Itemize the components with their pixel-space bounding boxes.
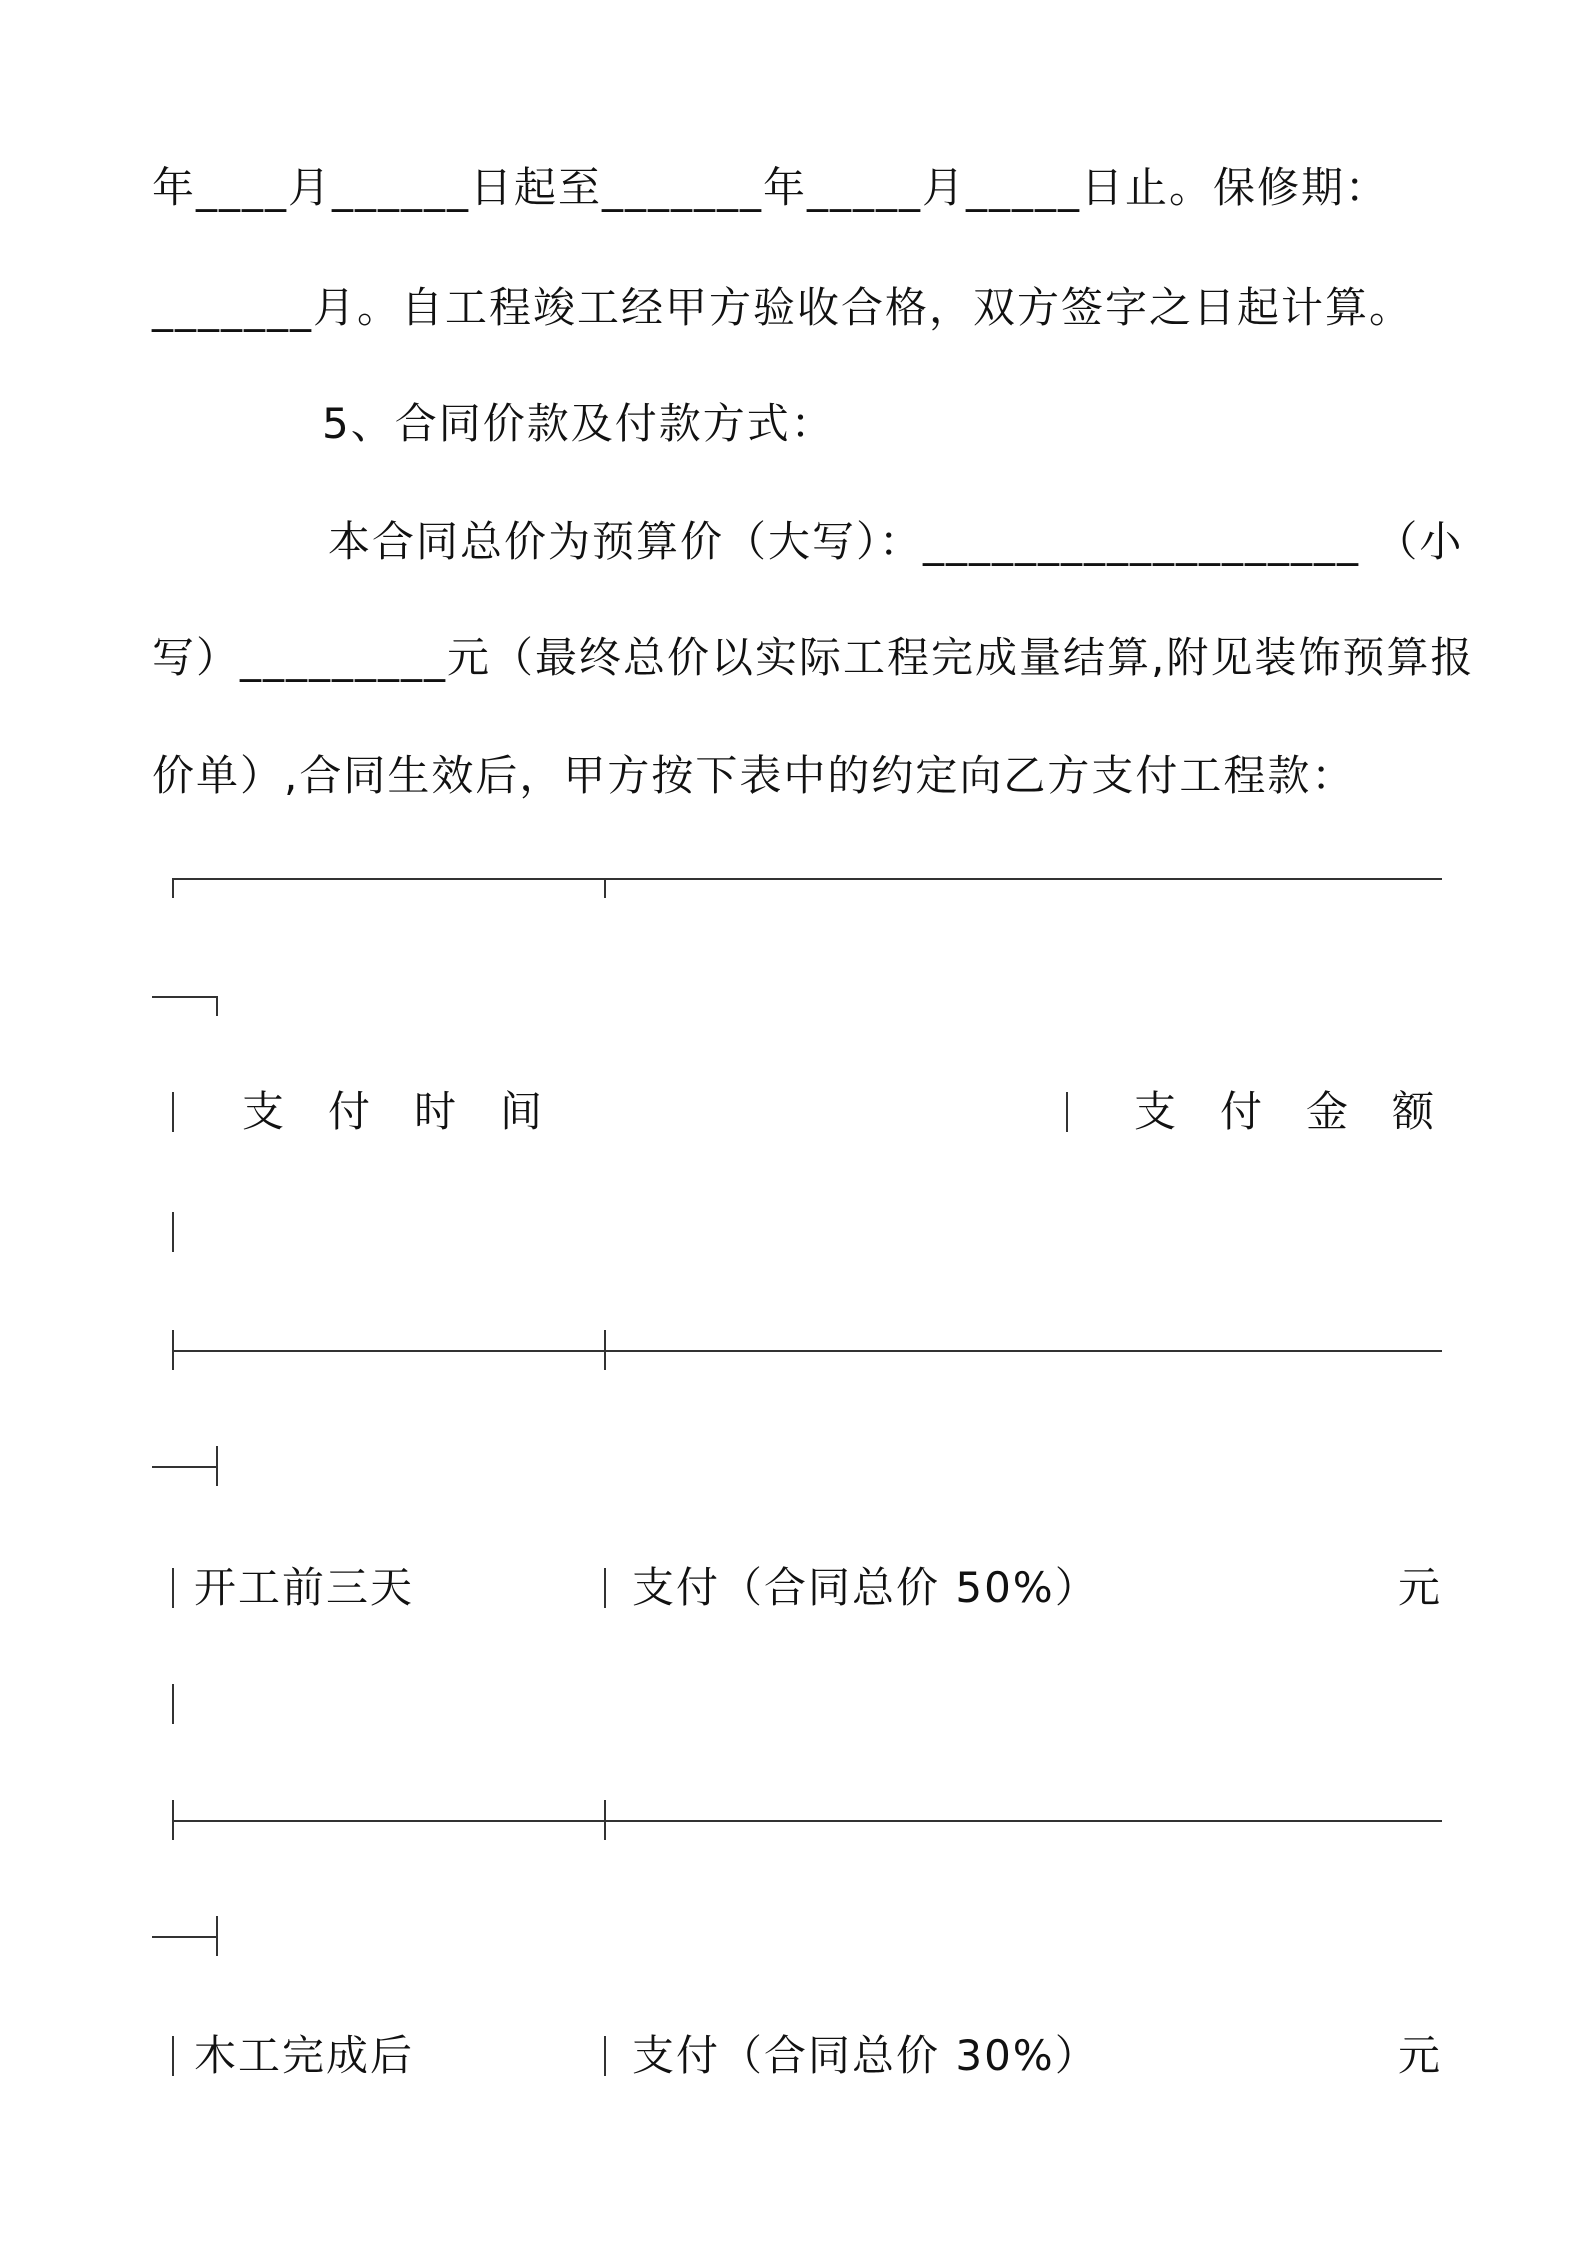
sep2-rule-wrap <box>152 1936 216 1938</box>
table-corner-right <box>216 996 218 1016</box>
sep2-mid-bar <box>604 1800 606 1840</box>
text-line-5: 写）_________元（最终总价以实际工程完成量结算,附见装饰预算报 <box>152 633 1475 682</box>
row2-mid-bar <box>604 2036 606 2076</box>
row1-time: 开工前三天 <box>194 1563 415 1612</box>
row1-right-bar-wrap <box>172 1684 174 1724</box>
sep1-mid-bar <box>604 1330 606 1370</box>
text-line-4: 本合同总价为预算价（大写）：___________________ （小 <box>328 517 1464 566</box>
sep1-rule-wrap <box>152 1466 216 1468</box>
header-left-bar <box>172 1092 174 1132</box>
table-top-divider <box>604 878 606 898</box>
table-top-rule-wrap <box>152 996 216 998</box>
sep2-rule <box>172 1820 1442 1822</box>
row2-left-bar <box>172 2036 174 2076</box>
sep2-right-bar <box>216 1916 218 1956</box>
text-line-6: 价单）,合同生效后，甲方按下表中的约定向乙方支付工程款： <box>152 751 1356 800</box>
sep1-right-bar <box>216 1446 218 1486</box>
row1-left-bar <box>172 1568 174 1608</box>
row1-unit: 元 <box>1397 1563 1442 1612</box>
row2-unit: 元 <box>1397 2031 1442 2080</box>
header-payment-time: 支付时间 <box>242 1087 587 1136</box>
header-mid-bar <box>1066 1092 1068 1132</box>
row1-payment: 支付（合同总价 50%） <box>632 1563 1099 1612</box>
row2-payment: 支付（合同总价 30%） <box>632 2031 1099 2080</box>
table-top-rule <box>172 878 1442 880</box>
header-right-bar-wrap <box>172 1212 174 1252</box>
text-line-2: _______月。自工程竣工经甲方验收合格，双方签字之日起计算。 <box>152 283 1414 332</box>
text-line-1: 年____月______日起至_______年_____月_____日止。保修期： <box>152 163 1390 212</box>
sep1-rule <box>172 1350 1442 1352</box>
table-corner-left <box>172 878 174 898</box>
row2-time: 木工完成后 <box>194 2031 415 2080</box>
section-heading: 5、合同价款及付款方式： <box>322 399 835 448</box>
row1-mid-bar <box>604 1568 606 1608</box>
header-payment-amount: 支付金额 <box>1134 1087 1479 1136</box>
